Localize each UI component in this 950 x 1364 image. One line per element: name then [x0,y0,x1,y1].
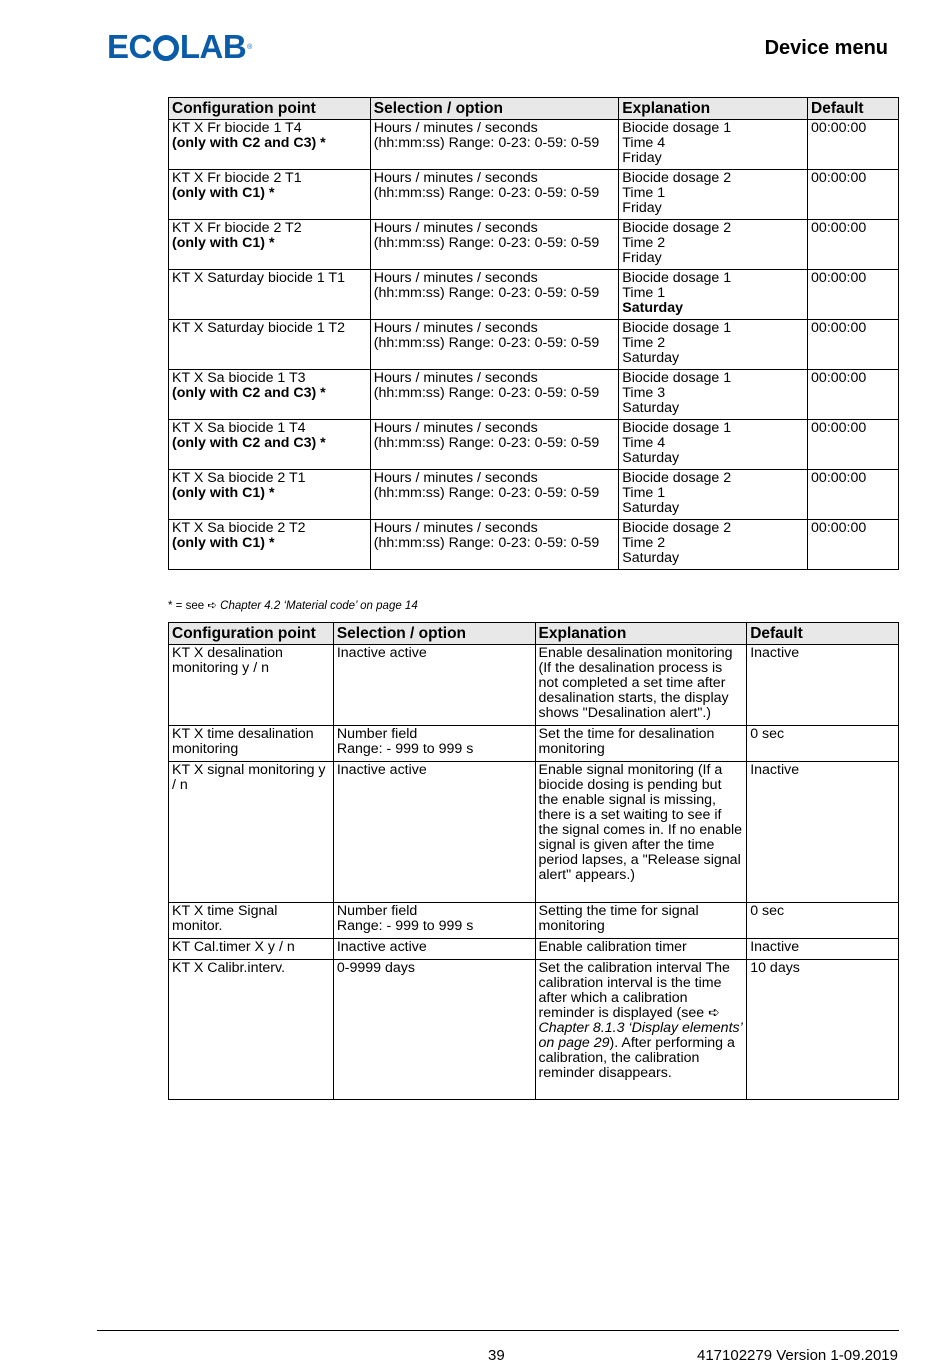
table-row [169,170,899,220]
config-point-name: KT X Saturday biocide 1 T1 [172,270,345,286]
footnote-link[interactable]: Chapter 4.2 ‘Material code’ on page 14 [220,600,418,612]
selection-cell [370,220,619,270]
table-row [169,726,899,762]
config-point-cell [169,320,371,370]
selection-line: Hours / minutes / seconds [373,420,538,436]
selection-line: (hh:mm:ss) Range: 0-23: 0-59: 0-59 [373,385,600,401]
config-point-name: KT X Sa biocide 2 T1 [172,470,306,486]
explanation-cell [535,960,747,1100]
config-point-name: KT X Sa biocide 2 T2 [172,520,306,536]
default-cell: 00:00:00 [808,120,899,170]
explanation-line: Time 2 [622,535,666,551]
explanation-cell [619,120,808,170]
default-cell: 0 sec [747,726,899,762]
table-header-row [169,623,899,645]
col-header: Selection / option [333,623,535,645]
table-row [169,960,899,1100]
selection-cell: Inactive active [333,645,535,726]
footnote [168,598,418,612]
explanation-cell [619,470,808,520]
selection-cell: 0-9999 days [333,960,535,1100]
col-header: Selection / option [370,98,619,120]
selection-cell [370,370,619,420]
explanation-cell: Setting the time for signal monitoring [535,903,747,939]
selection-cell [333,726,535,762]
selection-cell [370,120,619,170]
selection-line: (hh:mm:ss) Range: 0-23: 0-59: 0-59 [373,435,600,451]
explanation-line: Time 1 [622,185,666,201]
footnote-prefix: * = see [168,600,205,612]
config-point-cell: KT X desalination monitoring y / n [169,645,334,726]
selection-line: (hh:mm:ss) Range: 0-23: 0-59: 0-59 [373,185,600,201]
explanation-cell [619,270,808,320]
col-header: Explanation [619,98,808,120]
config-point-name: KT X Fr biocide 2 T1 [172,170,302,186]
selection-line: Number field [336,903,418,919]
default-cell: Inactive [747,939,899,960]
config-point-note: (only with C1) * [172,535,275,551]
table-row [169,520,899,570]
default-cell: Inactive [747,762,899,903]
logo-wordmark: EC LAB [107,28,247,65]
explanation-cell [619,220,808,270]
explanation-line: Biocide dosage 1 [622,320,732,336]
config-point-cell [169,520,371,570]
table-row [169,120,899,170]
config-point-cell [169,470,371,520]
config-point-cell [169,270,371,320]
selection-cell [370,520,619,570]
explanation-line: Time 1 [622,485,666,501]
col-header: Default [747,623,899,645]
config-point-note: (only with C1) * [172,235,275,251]
selection-cell [333,903,535,939]
selection-line: (hh:mm:ss) Range: 0-23: 0-59: 0-59 [373,135,600,151]
explanation-line: Biocide dosage 1 [622,370,732,386]
explanation-line: Friday [622,250,662,266]
ecolab-logo: EC LAB ® [107,28,253,65]
selection-line: Hours / minutes / seconds [373,170,538,186]
selection-line: Hours / minutes / seconds [373,470,538,486]
config-point-note: (only with C1) * [172,185,275,201]
config-point-name: KT X Saturday biocide 1 T2 [172,320,345,336]
config-point-cell [169,420,371,470]
selection-line: Hours / minutes / seconds [373,120,538,136]
config-point-cell: KT X time desalination monitoring [169,726,334,762]
reference-arrow-icon: ➪ [708,1005,720,1021]
explanation-cell [619,170,808,220]
config-point-cell: KT X time Signal monitor. [169,903,334,939]
selection-line: Hours / minutes / seconds [373,370,538,386]
default-cell: 00:00:00 [808,220,899,270]
explanation-cell [619,370,808,420]
explanation-line: Time 2 [622,335,666,351]
default-cell: 00:00:00 [808,270,899,320]
selection-line: Range: - 999 to 999 s [336,741,474,757]
config-point-cell: KT Cal.timer X y / n [169,939,334,960]
default-cell: 00:00:00 [808,520,899,570]
col-header: Configuration point [169,98,371,120]
explanation-line: Time 1 [622,285,666,301]
config-point-name: KT X Fr biocide 2 T2 [172,220,302,236]
default-cell: 00:00:00 [808,170,899,220]
selection-line: Hours / minutes / seconds [373,320,538,336]
default-cell: 0 sec [747,903,899,939]
explanation-line: Time 4 [622,135,666,151]
biocide-time-table [168,97,899,570]
document-version: 417102279 Version 1-09.2019 [696,1347,898,1364]
selection-cell: Inactive active [333,762,535,903]
default-cell: 00:00:00 [808,420,899,470]
explanation-cell [619,420,808,470]
explanation-cell [619,320,808,370]
selection-cell [370,470,619,520]
table-row [169,420,899,470]
config-point-cell [169,370,371,420]
config-point-cell: KT X signal monitoring y / n [169,762,334,903]
selection-cell [370,320,619,370]
col-header: Default [808,98,899,120]
explanation-cell [619,520,808,570]
config-point-note: (only with C1) * [172,485,275,501]
reference-arrow-icon: ➪ [207,600,217,612]
table-row [169,903,899,939]
explanation-line: Saturday [622,450,680,466]
explanation-line: Biocide dosage 2 [622,170,732,186]
default-cell: 00:00:00 [808,320,899,370]
footer-divider [97,1330,899,1331]
config-point-note: (only with C2 and C3) * [172,385,326,401]
explanation-line: Biocide dosage 1 [622,420,732,436]
default-cell: 00:00:00 [808,470,899,520]
explanation-line: Saturday [622,400,680,416]
table-row [169,939,899,960]
config-point-cell [169,170,371,220]
config-point-cell: KT X Calibr.interv. [169,960,334,1100]
table-row [169,270,899,320]
table-row [169,645,899,726]
selection-line: (hh:mm:ss) Range: 0-23: 0-59: 0-59 [373,235,600,251]
explanation-cell: Enable signal monitoring (If a biocide dosing is pending but the enable signal is missing, there is a set waiting to see if the signal comes in. If no enable signal is given after the time period lapses, a "Release signal alert" appears.) [535,762,747,903]
explanation-line: Saturday [622,550,680,566]
selection-line: Hours / minutes / seconds [373,520,538,536]
table-header-row [169,98,899,120]
table-row [169,220,899,270]
selection-line: Range: - 999 to 999 s [336,918,474,934]
config-point-note: (only with C2 and C3) * [172,435,326,451]
default-cell: 10 days [747,960,899,1100]
explanation-line: Biocide dosage 2 [622,470,732,486]
explanation-cell: Enable calibration timer [535,939,747,960]
selection-line: (hh:mm:ss) Range: 0-23: 0-59: 0-59 [373,335,600,351]
config-point-cell [169,220,371,270]
explanation-text: ). After performing a calibration, the calibration reminder disappears. [538,1035,735,1081]
default-cell: Inactive [747,645,899,726]
table-row [169,320,899,370]
selection-line: (hh:mm:ss) Range: 0-23: 0-59: 0-59 [373,535,600,551]
explanation-line: Time 3 [622,385,666,401]
default-cell: 00:00:00 [808,370,899,420]
explanation-line: Biocide dosage 1 [622,270,732,286]
selection-cell [370,170,619,220]
page-number: 39 [488,1347,505,1364]
explanation-line: Biocide dosage 2 [622,220,732,236]
explanation-line: Saturday [622,300,684,316]
selection-cell [370,270,619,320]
config-point-name: KT X Fr biocide 1 T4 [172,120,302,136]
selection-line: Hours / minutes / seconds [373,220,538,236]
col-header: Configuration point [169,623,334,645]
selection-line: Number field [336,726,418,742]
explanation-line: Time 4 [622,435,666,451]
explanation-line: Biocide dosage 1 [622,120,732,136]
table-row [169,762,899,903]
selection-line: (hh:mm:ss) Range: 0-23: 0-59: 0-59 [373,285,600,301]
explanation-line: Time 2 [622,235,666,251]
col-header: Explanation [535,623,747,645]
config-point-note: (only with C2 and C3) * [172,135,326,151]
explanation-line: Friday [622,200,662,216]
table-row [169,370,899,420]
chapter-link[interactable]: Chapter 8.1.3 ‘Display elements’ on page 29 [538,1020,742,1051]
explanation-cell: Enable desalination monitoring (If the desalination process is not completed a set time after desalination starts, the display shows "Desalination alert".) [535,645,747,726]
table-row [169,470,899,520]
config-point-cell [169,120,371,170]
explanation-line: Saturday [622,500,680,516]
monitoring-config-table [168,622,899,1100]
explanation-line: Friday [622,150,662,166]
explanation-line: Saturday [622,350,680,366]
explanation-cell: Set the time for desalination monitoring [535,726,747,762]
config-point-name: KT X Sa biocide 1 T3 [172,370,306,386]
selection-cell: Inactive active [333,939,535,960]
selection-cell [370,420,619,470]
config-point-name: KT X Sa biocide 1 T4 [172,420,306,436]
explanation-line: Biocide dosage 2 [622,520,732,536]
page-title: Device menu [764,37,888,59]
selection-line: (hh:mm:ss) Range: 0-23: 0-59: 0-59 [373,485,600,501]
explanation-text: Set the calibration interval The calibration interval is the time after which a calibration reminder is displayed (see [538,960,730,1021]
selection-line: Hours / minutes / seconds [373,270,538,286]
